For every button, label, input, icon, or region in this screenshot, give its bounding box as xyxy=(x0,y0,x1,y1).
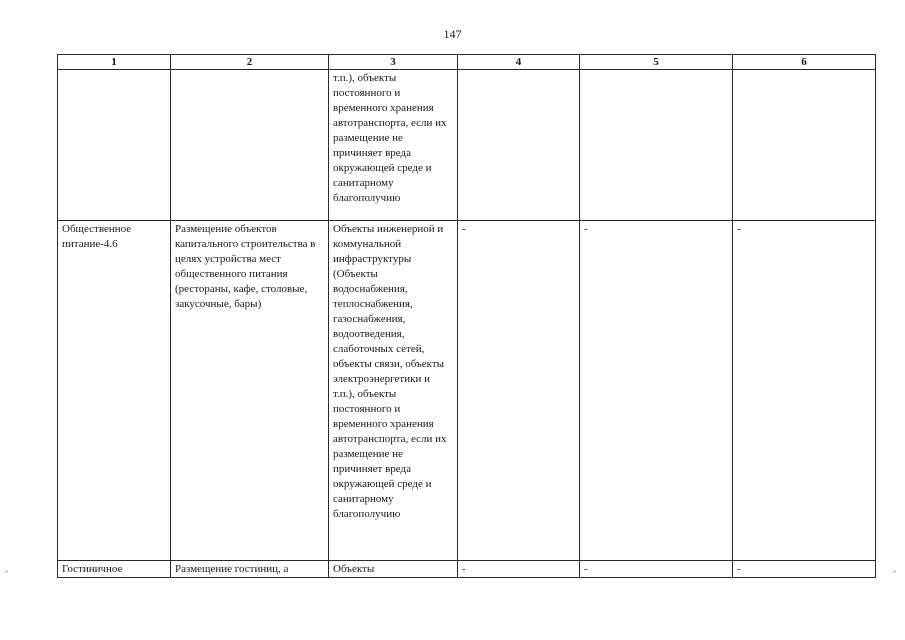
table-cell: - xyxy=(580,221,733,561)
table-cell: Размещение гостиниц, а xyxy=(171,561,329,578)
table-row xyxy=(58,70,876,221)
column-header-3: 3 xyxy=(329,55,458,70)
table-cell: - xyxy=(733,561,876,578)
table-cell: Размещение объектов капитального строительства в целях устройства мест общественного питания (рестораны, кафе, столовые, закусочные, бары) xyxy=(171,221,329,561)
table-cell: - xyxy=(458,221,580,561)
table-cell xyxy=(733,70,876,221)
column-header-5: 5 xyxy=(580,55,733,70)
page-number: 147 xyxy=(443,27,462,41)
left-margin-mark: - xyxy=(5,566,8,576)
table-row xyxy=(58,221,876,561)
table-cell: - xyxy=(580,561,733,578)
table-cell xyxy=(171,70,329,221)
table-cell: Объекты инженерной и коммунальной инфраструктуры (Объекты водоснабжения, теплоснабжения, газоснабжения, водоотведения, слаботочных сетей, объекты связи, объекты электроэнергетики и т.п.), объекты постоянного и временного хранения автотранспорта, если их размещение не причиняет вреда окружающей среде и санитарному благополучию xyxy=(329,221,458,561)
table-cell: - xyxy=(458,561,580,578)
column-header-4: 4 xyxy=(458,55,580,70)
table-cell xyxy=(458,70,580,221)
table-cell xyxy=(580,70,733,221)
table-cell: Объекты xyxy=(329,561,458,578)
right-margin-mark: - xyxy=(893,566,896,576)
table-cell: т.п.), объекты постоянного и временного хранения автотранспорта, если их размещение не причиняет вреда окружающей среде и санитарному благополучию xyxy=(329,70,458,221)
land-use-table xyxy=(57,54,876,578)
table-row xyxy=(58,561,876,578)
table-header-row xyxy=(58,55,876,70)
table-cell: Общественное питание-4.6 xyxy=(58,221,171,561)
column-header-1: 1 xyxy=(58,55,171,70)
column-header-6: 6 xyxy=(733,55,876,70)
table-cell: - xyxy=(733,221,876,561)
column-header-2: 2 xyxy=(171,55,329,70)
table-cell: Гостиничное xyxy=(58,561,171,578)
table-cell xyxy=(58,70,171,221)
